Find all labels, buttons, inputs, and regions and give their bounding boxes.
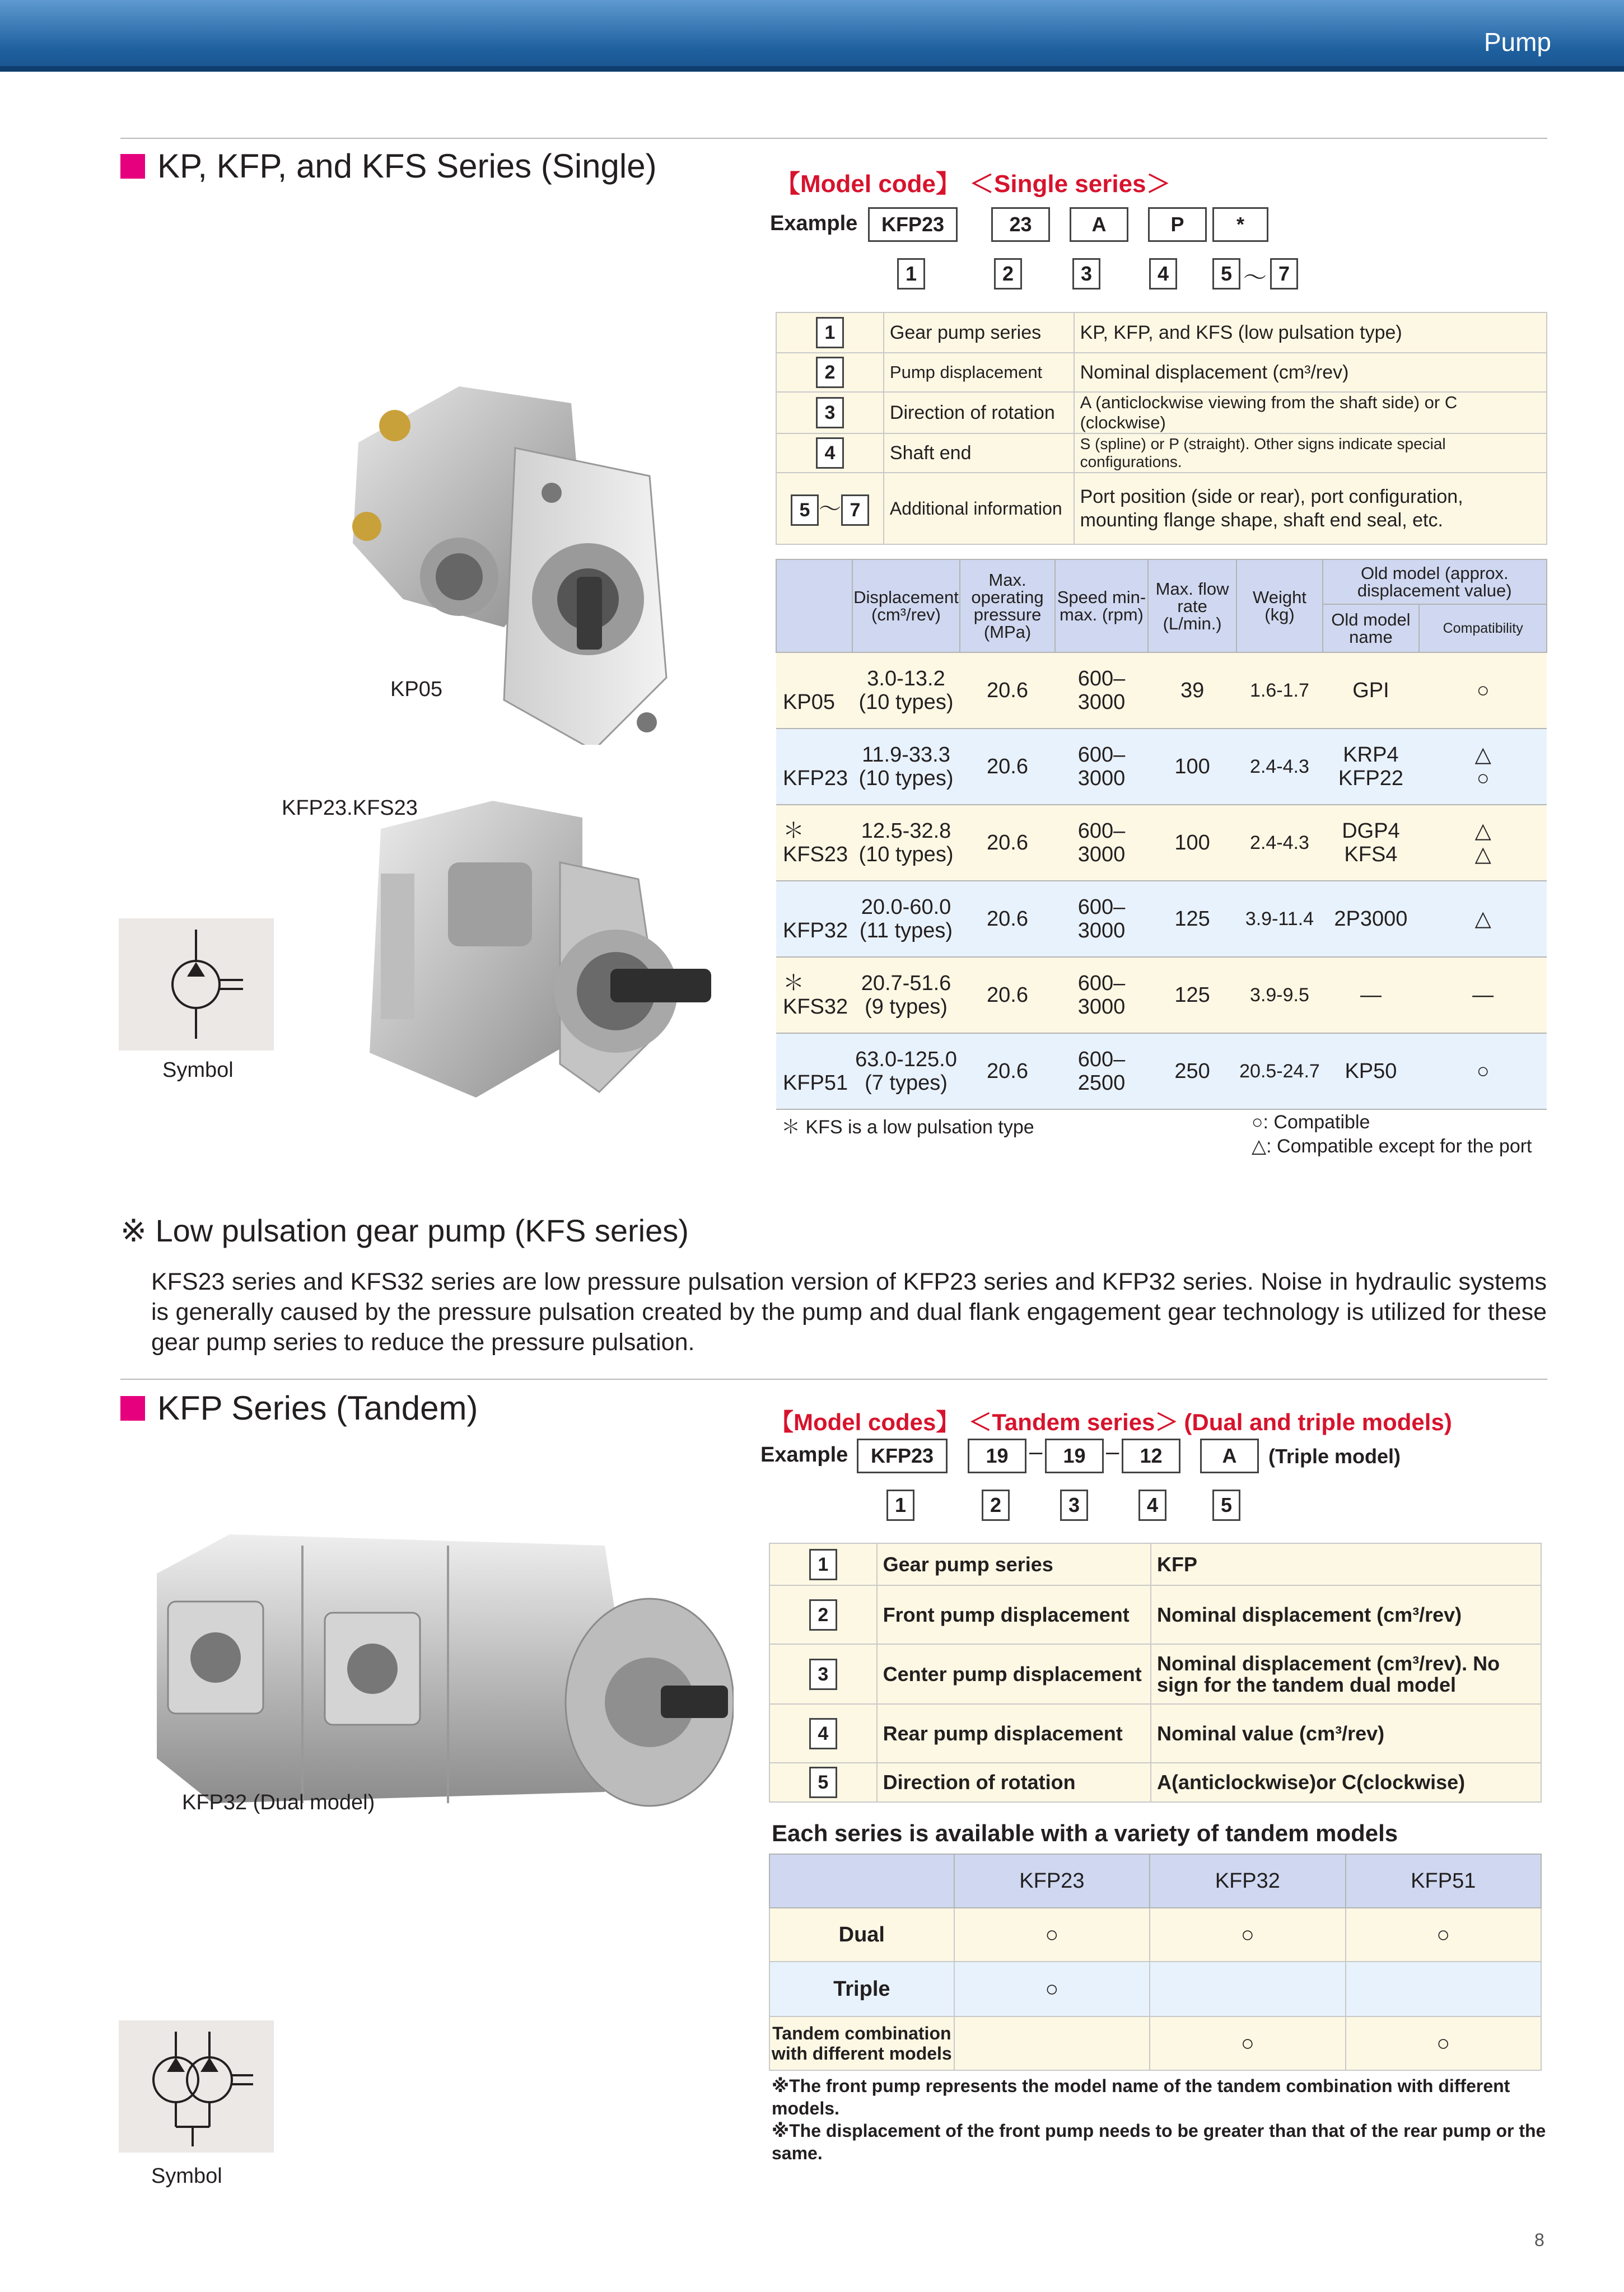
tandem-note-1: ※The front pump represents the model name of the tandem combination with different models.	[772, 2076, 1510, 2118]
table-row: 2 Front pump displacement Nominal displacement (cm³/rev)	[769, 1585, 1541, 1644]
code-item: Pump displacement	[884, 353, 1074, 392]
row-number-box: 5	[791, 494, 819, 526]
header-displacement: Displacement (cm³/rev)	[852, 559, 960, 652]
tandem-example-label: Example	[760, 1443, 848, 1467]
index-box-4: 4	[1149, 258, 1177, 290]
header-weight: Weight (kg)	[1236, 559, 1322, 652]
example-box-displacement: 23	[991, 207, 1050, 242]
dash: –	[1029, 1438, 1043, 1464]
table-row: ＊ KFS32 20.7-51.6 (9 types) 20.6 600–3000 125 3.9-9.5 — —	[776, 957, 1547, 1033]
table-row	[776, 433, 1547, 473]
code-desc: A (anticlockwise viewing from the shaft side) or C (clockwise)	[1074, 392, 1547, 433]
table-row: ＊ KFS23 12.5-32.8 (10 types) 20.6 600–3000 100 2.4-4.3 DGP4 KFS4 △ △	[776, 805, 1547, 881]
tandem-example-rotation: A	[1200, 1439, 1259, 1473]
single-spec-table	[776, 559, 1547, 1110]
header-title: Pump	[1483, 27, 1551, 57]
table-row	[776, 312, 1547, 353]
tandem-index-1: 1	[886, 1490, 914, 1521]
single-model-code-table	[776, 312, 1547, 545]
table-row: KP05 3.0-13.2 (10 types) 20.6 600–3000 39 1.6-1.7 GPI ○	[776, 652, 1547, 729]
variety-title: Each series is available with a variety of tandem models	[772, 1820, 1398, 1846]
header-flow: Max. flow rate (L/min.)	[1148, 559, 1237, 652]
row-number-box: 3	[809, 1659, 837, 1690]
tandem-model-code-table	[769, 1543, 1542, 1803]
tandem-index-2: 2	[982, 1490, 1010, 1521]
low-pulsation-title: ※ Low pulsation gear pump (KFS series)	[120, 1213, 689, 1248]
table-header-row	[776, 559, 1547, 604]
tandem-hydraulic-pump-icon	[119, 2020, 274, 2153]
example-box-shaft: P	[1148, 207, 1207, 242]
header-compatibility: Compatibility	[1419, 604, 1547, 652]
hydraulic-pump-icon	[119, 918, 274, 1051]
section-divider	[120, 1379, 1547, 1380]
tandem-index-4: 4	[1138, 1490, 1166, 1521]
tandem-example-center: 19	[1045, 1439, 1104, 1473]
kfp32-dual-caption: KFP32 (Dual model)	[182, 1791, 375, 1814]
code-desc: Nominal displacement (cm³/rev)	[1074, 353, 1547, 392]
tandem-model-code-heading: 【Model codes】 ＜Tandem series＞ (Dual and triple models)	[770, 1409, 1452, 1435]
kfp23-caption: KFP23.KFS23	[282, 796, 418, 820]
row-number-box: 5	[809, 1767, 837, 1798]
header-old-model: Old model (approx. displacement value)	[1323, 559, 1547, 604]
table-row: 4 Rear pump displacement Nominal value (cm³/rev)	[769, 1704, 1541, 1763]
dash: –	[1106, 1438, 1119, 1464]
kfp23-pump-image	[347, 795, 728, 1109]
kp05-caption: KP05	[390, 678, 442, 701]
low-pulsation-text: KFS23 series and KFS32 series are low pressure pulsation version of KFP23 series and KFP32 series. Noise in hydraulic systems is generally caused by the pressure pulsation created by the pump and dual flank engagement gear technology is utilized for these gear pump series to reduce the pressure pulsation.	[151, 1268, 1547, 1356]
table-row	[776, 353, 1547, 392]
tilde: 〜	[1243, 264, 1267, 291]
index-box-5: 5	[1212, 258, 1240, 290]
single-symbol-label: Symbol	[162, 1058, 234, 1082]
code-item: Additional information	[884, 473, 1074, 544]
row-number-box: 3	[816, 397, 844, 428]
tandem-index-5: 5	[1212, 1490, 1240, 1521]
code-item: Shaft end	[884, 433, 1074, 473]
triple-model-label: (Triple model)	[1268, 1445, 1401, 1468]
kfp32-dual-pump-image	[146, 1523, 734, 1814]
section-title-single: KP, KFP, and KFS Series (Single)	[120, 147, 657, 185]
kp05-pump-image	[336, 364, 694, 745]
index-box-3: 3	[1072, 258, 1100, 290]
page-number: 8	[1534, 2230, 1544, 2250]
example-box-series: KFP23	[868, 207, 958, 242]
header-model	[776, 559, 852, 652]
example-label: Example	[770, 212, 858, 235]
example-box-additional: *	[1212, 207, 1268, 242]
tandem-example-rear: 12	[1122, 1439, 1180, 1473]
index-box-7: 7	[1270, 258, 1298, 290]
tandem-example-front: 19	[968, 1439, 1026, 1473]
section-title-tandem: KFP Series (Tandem)	[120, 1389, 478, 1427]
page-header-bar	[0, 0, 1624, 72]
header-kfp23: KFP23	[954, 1854, 1150, 1908]
table-row: KFP23 11.9-33.3 (10 types) 20.6 600–3000 100 2.4-4.3 KRP4 KFP22 △ ○	[776, 729, 1547, 805]
example-box-rotation: A	[1070, 207, 1128, 242]
row-number-box: 2	[809, 1599, 837, 1631]
table-row: 5 〜 7 Additional information Port position (side or rear), port configuration, mounting flange shape, shaft end seal, etc.	[776, 473, 1547, 544]
row-number-box: 1	[809, 1549, 837, 1580]
code-item: Direction of rotation	[884, 392, 1074, 433]
tandem-index-3: 3	[1060, 1490, 1088, 1521]
table-row: 5 Direction of rotation A(anticlockwise)or C(clockwise)	[769, 1763, 1541, 1802]
index-box-1: 1	[897, 258, 925, 290]
header-kfp51: KFP51	[1346, 1854, 1541, 1908]
tandem-example-series: KFP23	[857, 1439, 948, 1473]
tandem-pump-symbol	[119, 2020, 274, 2153]
table-row: Tandem combination with different models ○ ○	[769, 2016, 1541, 2070]
header-pressure: Max. operating pressure (MPa)	[960, 559, 1055, 652]
table-row: Triple ○	[769, 1962, 1541, 2016]
table-header-row	[769, 1854, 1541, 1908]
code-desc: S (spline) or P (straight). Other signs indicate special configurations.	[1074, 433, 1547, 473]
table-row: Dual ○ ○ ○	[769, 1908, 1541, 1962]
table-row: 1 Gear pump series KFP	[769, 1543, 1541, 1585]
section-divider	[120, 138, 1547, 139]
row-number-box: 4	[816, 437, 844, 469]
table-row: KFP32 20.0-60.0 (11 types) 20.6 600–3000 125 3.9-11.4 2P3000 △	[776, 881, 1547, 957]
kfs-footnote: ＊ KFS is a low pulsation type	[781, 1117, 1034, 1138]
section-marker	[120, 1396, 145, 1421]
index-box-2: 2	[994, 258, 1022, 290]
compatible-except-legend: △: Compatible except for the port	[1252, 1136, 1532, 1157]
table-row: KFP51 63.0-125.0 (7 types) 20.6 600–2500 250 20.5-24.7 KP50 ○	[776, 1033, 1547, 1109]
row-number-box: 2	[816, 357, 844, 388]
row-number-box: 1	[816, 317, 844, 348]
tandem-variety-table	[769, 1854, 1542, 2071]
tandem-note-2: ※The displacement of the front pump needs to be greater than that of the rear pump or the same.	[772, 2121, 1546, 2163]
code-desc: Port position (side or rear), port configuration, mounting flange shape, shaft end seal, etc.	[1074, 473, 1547, 544]
table-row: 3 Center pump displacement Nominal displacement (cm³/rev). No sign for the tandem dual model	[769, 1644, 1541, 1704]
code-desc: KP, KFP, and KFS (low pulsation type)	[1074, 312, 1547, 353]
section-marker	[120, 154, 145, 179]
table-row	[776, 392, 1547, 433]
code-item: Gear pump series	[884, 312, 1074, 353]
header-kfp32: KFP32	[1150, 1854, 1345, 1908]
model-code-heading: 【Model code】 ＜Single series＞	[776, 170, 1171, 198]
compatible-legend: ○: Compatible	[1252, 1112, 1370, 1133]
row-number-box: 4	[809, 1718, 837, 1749]
header-speed: Speed min-max. (rpm)	[1055, 559, 1148, 652]
header-old-name: Old model name	[1323, 604, 1420, 652]
single-pump-symbol	[119, 918, 274, 1051]
row-number-box: 7	[841, 494, 869, 526]
tandem-symbol-label: Symbol	[151, 2164, 222, 2188]
